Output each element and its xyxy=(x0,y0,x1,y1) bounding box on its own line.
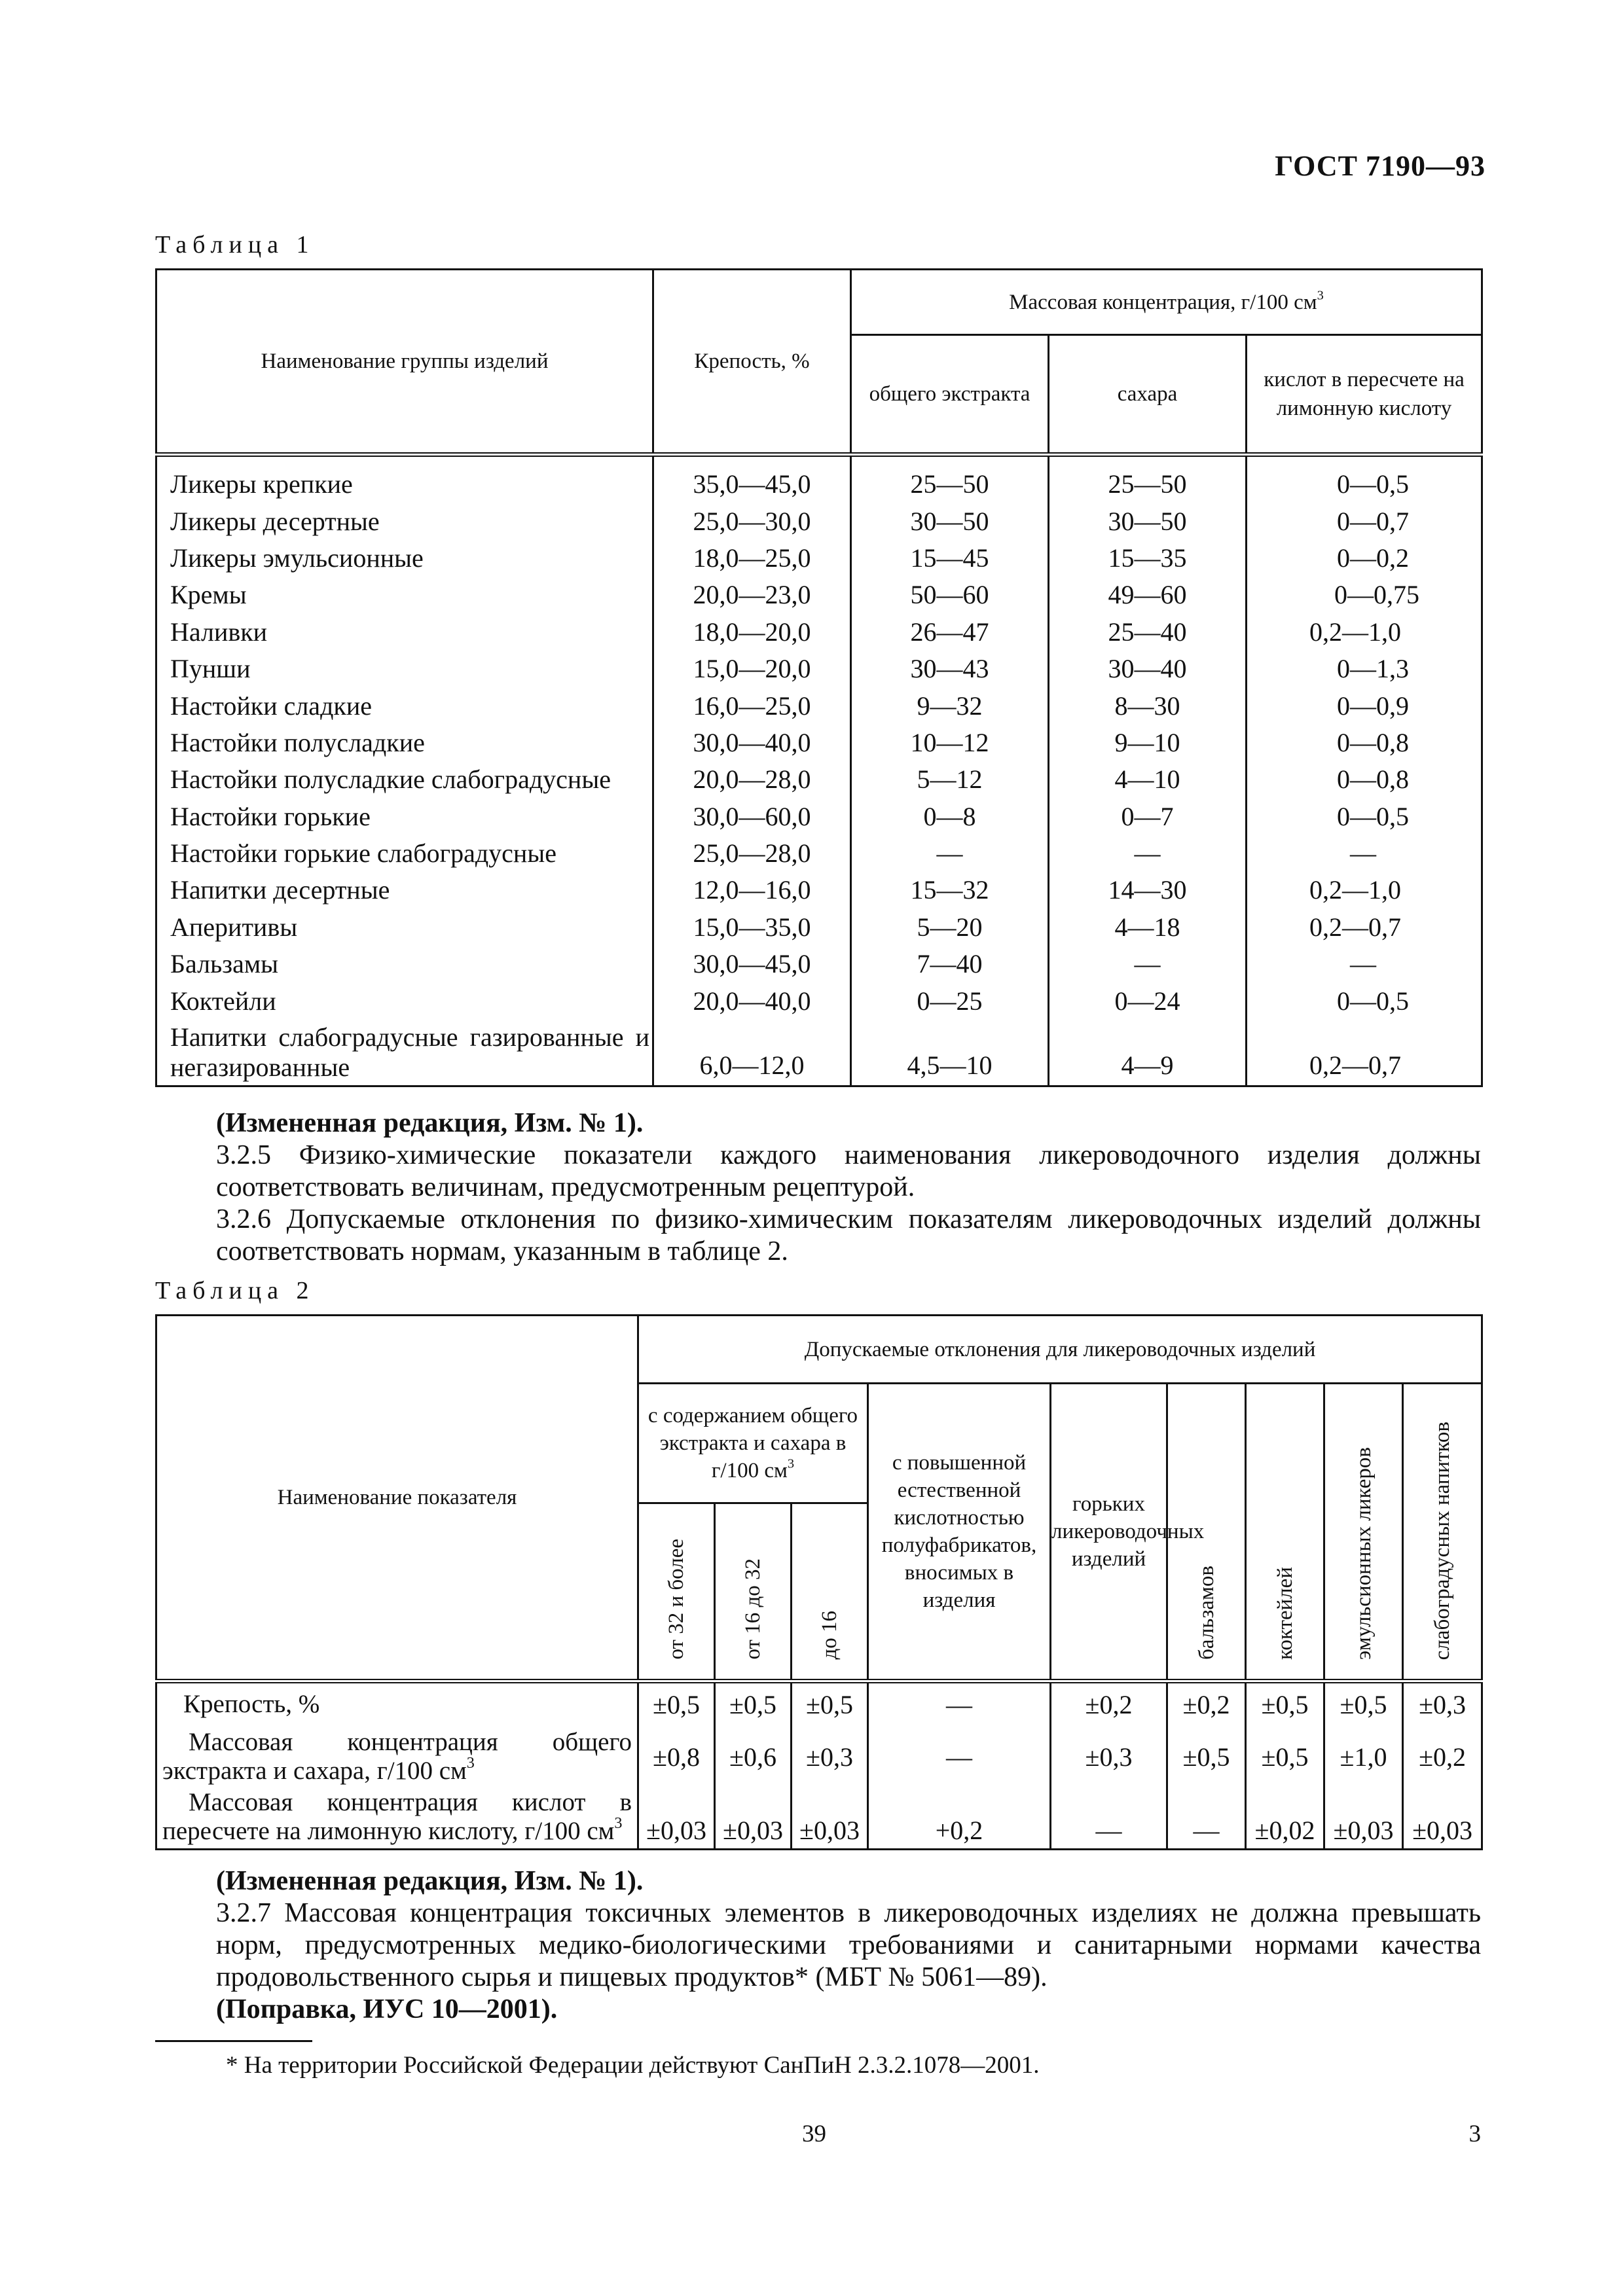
table-1 xyxy=(155,268,1483,1087)
t1-cell-strength: 30,0—45,0 xyxy=(653,946,851,982)
paragraph-3-2-7-text: 3.2.7 Массовая концентрация токсичных элементов в ликероводочных изделиях не должна превышать норм, предусмотренных медико-биологическими требованиями и санитарными нормами качества продовольственного сырья и пищевых продуктов* (МБТ № 5061—89). xyxy=(216,1898,1481,1992)
t1-cell-acids: — xyxy=(1247,835,1482,872)
table-row xyxy=(156,1020,1482,1086)
t1-cell-sugar: 14—30 xyxy=(1049,872,1247,908)
t1-cell-strength: 20,0—28,0 xyxy=(653,761,851,798)
t2-content-group-sup: 3 xyxy=(787,1456,795,1471)
t1-cell-strength: 18,0—20,0 xyxy=(653,614,851,651)
t1-cell-acids: 0,2—0,7 xyxy=(1247,1020,1482,1086)
t2-label-text: Массовая концентрация кислот в пересчете на лимонную кислоту, г/100 см xyxy=(162,1788,632,1845)
page-number-outer: 3 xyxy=(1468,2121,1481,2147)
t1-cell-extract: 5—12 xyxy=(851,761,1049,798)
page-number-inner: 39 xyxy=(802,2121,826,2147)
t1-cell-sugar: 15—35 xyxy=(1049,540,1247,577)
t1-cell-name: Настойки полусладкие xyxy=(156,725,653,761)
t1-cell-sugar: 4—18 xyxy=(1049,909,1247,946)
t1-cell-name: Аперитивы xyxy=(156,909,653,946)
table-row xyxy=(156,503,1482,539)
table-row xyxy=(156,614,1482,651)
correction-note: (Поправка, ИУС 10—2001). xyxy=(216,1994,558,2024)
t1-header-extract: общего экстракта xyxy=(851,335,1049,455)
t2-header-lowalc xyxy=(1403,1384,1482,1681)
t1-cell-extract: 0—8 xyxy=(851,798,1049,835)
table-row xyxy=(156,725,1482,761)
t1-cell-acids: 0—0,7 xyxy=(1247,503,1482,539)
t1-cell-acids: 0—0,8 xyxy=(1247,761,1482,798)
table-2-caption: Таблица 2 xyxy=(155,1277,315,1304)
t1-cell-sugar: 30—40 xyxy=(1049,651,1247,687)
t2-cell: ±0,02 xyxy=(1246,1788,1324,1850)
t1-cell-acids: 0—0,5 xyxy=(1247,982,1482,1019)
t1-cell-strength: 15,0—20,0 xyxy=(653,651,851,687)
t1-cell-strength: 6,0—12,0 xyxy=(653,1020,851,1086)
table-row xyxy=(156,457,1482,503)
t1-cell-strength: 25,0—28,0 xyxy=(653,835,851,872)
t2-cell: ±0,03 xyxy=(792,1788,868,1850)
table-row xyxy=(156,540,1482,577)
t1-cell-extract: 9—32 xyxy=(851,687,1049,724)
t2-label-sup: 3 xyxy=(614,1814,623,1833)
table-row xyxy=(156,982,1482,1019)
t2-cell: — xyxy=(1051,1788,1167,1850)
t1-cell-extract: 30—43 xyxy=(851,651,1049,687)
t1-cell-name: Ликеры крепкие xyxy=(156,457,653,503)
t1-cell-acids: 0,2—1,0 xyxy=(1247,614,1482,651)
t2-header-emulsion xyxy=(1324,1384,1403,1681)
table-row xyxy=(156,872,1482,908)
t2-header-from16to32-text: от 16 до 32 xyxy=(741,1558,765,1660)
footnote-rule xyxy=(155,2040,312,2042)
t2-cell: +0,2 xyxy=(868,1788,1051,1850)
amendment-note-1: (Измененная редакция, Изм. № 1). xyxy=(216,1108,644,1138)
t1-cell-sugar: — xyxy=(1049,946,1247,982)
t2-cell-label xyxy=(156,1725,638,1788)
table-row xyxy=(156,687,1482,724)
t2-cell: ±0,5 xyxy=(1246,1725,1324,1788)
t2-cell: ±0,03 xyxy=(715,1788,792,1850)
table-row xyxy=(156,1788,1482,1850)
t1-cell-name: Настойки сладкие xyxy=(156,687,653,724)
t1-cell-name: Настойки полусладкие слабоградусные xyxy=(156,761,653,798)
t1-cell-strength: 30,0—60,0 xyxy=(653,798,851,835)
table-row xyxy=(156,946,1482,982)
t1-mass-conc-text: Массовая концентрация, г/100 см xyxy=(1009,290,1317,314)
t2-header-allowed: Допускаемые отклонения для ликероводочных изделий xyxy=(638,1316,1482,1384)
t2-content-group-text: с содержанием общего экстракта и сахара в г/100 см xyxy=(647,1404,858,1482)
t2-cell: ±0,3 xyxy=(792,1725,868,1788)
t2-label-text: Массовая концентрация общего экстракта и сахара, г/100 см xyxy=(162,1728,632,1785)
t1-cell-sugar: 30—50 xyxy=(1049,503,1247,539)
t1-cell-acids: 0—0,75 xyxy=(1247,577,1482,613)
t2-label-sup: 3 xyxy=(466,1754,475,1772)
paragraph-3-2-7 xyxy=(155,1897,1481,1994)
t1-header-acids: кислот в пересчете на лимонную кислоту xyxy=(1247,335,1482,455)
paragraph-3-2-5 xyxy=(155,1139,1481,1204)
table-row xyxy=(156,835,1482,872)
t1-header-strength: Крепость, % xyxy=(653,270,851,455)
t2-header-cocktails xyxy=(1246,1384,1324,1681)
t2-cell-label xyxy=(156,1788,638,1850)
t1-cell-extract: 26—47 xyxy=(851,614,1049,651)
t1-cell-name: Коктейли xyxy=(156,982,653,1019)
t1-cell-sugar: 49—60 xyxy=(1049,577,1247,613)
document-code: ГОСТ 7190—93 xyxy=(1275,150,1486,182)
t2-cell: ±0,5 xyxy=(792,1683,868,1725)
t2-cell: ±0,3 xyxy=(1051,1725,1167,1788)
t2-header-cocktails-text: коктейлей xyxy=(1273,1567,1297,1660)
t2-cell: ±0,03 xyxy=(1324,1788,1403,1850)
t1-cell-sugar: 8—30 xyxy=(1049,687,1247,724)
t2-cell-label: Крепость, % xyxy=(156,1683,638,1725)
t2-cell: — xyxy=(868,1725,1051,1788)
t1-cell-sugar: 0—7 xyxy=(1049,798,1247,835)
table-1-caption: Таблица 1 xyxy=(155,231,315,259)
t2-header-bitter: горьких ликероводочных изделий xyxy=(1051,1384,1167,1681)
t2-header-from32 xyxy=(638,1503,715,1681)
table-row xyxy=(156,798,1482,835)
t2-cell: ±0,03 xyxy=(1403,1788,1482,1850)
t1-cell-acids: 0—1,3 xyxy=(1247,651,1482,687)
t1-cell-strength: 20,0—40,0 xyxy=(653,982,851,1019)
t1-cell-extract: 50—60 xyxy=(851,577,1049,613)
t1-cell-name: Напитки слабоградусные газированные и негазированные xyxy=(156,1020,653,1086)
paragraph-3-2-6 xyxy=(155,1204,1481,1268)
t1-cell-name: Настойки горькие xyxy=(156,798,653,835)
t2-header-to16-text: до 16 xyxy=(818,1611,841,1660)
t1-cell-extract: 4,5—10 xyxy=(851,1020,1049,1086)
t2-cell: — xyxy=(1167,1788,1246,1850)
t1-cell-acids: 0—0,2 xyxy=(1247,540,1482,577)
t1-cell-extract: 25—50 xyxy=(851,457,1049,503)
t1-cell-strength: 35,0—45,0 xyxy=(653,457,851,503)
t2-cell: ±0,5 xyxy=(1246,1683,1324,1725)
t1-cell-name: Настойки горькие слабоградусные xyxy=(156,835,653,872)
t2-cell: — xyxy=(868,1683,1051,1725)
t1-cell-strength: 16,0—25,0 xyxy=(653,687,851,724)
t2-cell: ±0,5 xyxy=(715,1683,792,1725)
t2-header-to16 xyxy=(792,1503,868,1681)
t2-cell: ±0,2 xyxy=(1403,1725,1482,1788)
footnote: * На территории Российской Федерации действуют СанПиН 2.3.2.1078—2001. xyxy=(226,2052,1040,2079)
t2-header-emulsion-text: эмульсионных ликеров xyxy=(1351,1447,1376,1660)
paragraph-3-2-6-text: 3.2.6 Допускаемые отклонения по физико-химическим показателям ликероводочных изделий должны соответствовать нормам, указанным в таблице 2. xyxy=(216,1204,1481,1266)
t1-cell-sugar: 4—10 xyxy=(1049,761,1247,798)
t1-cell-acids: 0—0,5 xyxy=(1247,457,1482,503)
t1-cell-acids: 0—0,9 xyxy=(1247,687,1482,724)
t2-cell: ±0,6 xyxy=(715,1725,792,1788)
t1-cell-sugar: 9—10 xyxy=(1049,725,1247,761)
t1-cell-name: Наливки xyxy=(156,614,653,651)
t1-cell-sugar: 4—9 xyxy=(1049,1020,1247,1086)
t1-header-name: Наименование группы изделий xyxy=(156,270,653,455)
t1-cell-strength: 30,0—40,0 xyxy=(653,725,851,761)
t1-cell-extract: 30—50 xyxy=(851,503,1049,539)
t1-mass-conc-sup: 3 xyxy=(1317,288,1324,303)
t2-header-content-group xyxy=(638,1384,868,1503)
table-row xyxy=(156,1683,1482,1725)
t1-cell-strength: 20,0—23,0 xyxy=(653,577,851,613)
t2-cell: ±0,5 xyxy=(1167,1725,1246,1788)
t2-header-high-acid: с повышенной естественной кислотностью полуфабрикатов, вносимых в изделия xyxy=(868,1384,1051,1681)
t1-cell-extract: 0—25 xyxy=(851,982,1049,1019)
t2-cell: ±0,3 xyxy=(1403,1683,1482,1725)
t1-cell-acids: 0,2—1,0 xyxy=(1247,872,1482,908)
t1-cell-acids: 0—0,8 xyxy=(1247,725,1482,761)
table-row xyxy=(156,761,1482,798)
t1-cell-extract: — xyxy=(851,835,1049,872)
t2-header-from16to32 xyxy=(715,1503,792,1681)
t2-cell: ±0,5 xyxy=(1324,1683,1403,1725)
t1-cell-sugar: — xyxy=(1049,835,1247,872)
t1-cell-extract: 5—20 xyxy=(851,909,1049,946)
t1-header-sugar: сахара xyxy=(1049,335,1247,455)
t1-cell-sugar: 25—40 xyxy=(1049,614,1247,651)
t1-cell-strength: 18,0—25,0 xyxy=(653,540,851,577)
t2-cell: ±0,2 xyxy=(1051,1683,1167,1725)
table-row xyxy=(156,651,1482,687)
t1-cell-name: Напитки десертные xyxy=(156,872,653,908)
amendment-note-2: (Измененная редакция, Изм. № 1). xyxy=(216,1866,644,1896)
t2-header-indicator: Наименование показателя xyxy=(156,1316,638,1681)
t2-cell: ±0,03 xyxy=(638,1788,715,1850)
t1-cell-name: Пунши xyxy=(156,651,653,687)
table-row xyxy=(156,1725,1482,1788)
t2-cell: ±0,8 xyxy=(638,1725,715,1788)
t1-header-mass-conc xyxy=(851,270,1482,335)
paragraph-3-2-5-text: 3.2.5 Физико-химические показатели каждого наименования ликероводочного изделия должны соответствовать величинам, предусмотренным рецептурой. xyxy=(216,1140,1481,1202)
body-text-2 xyxy=(155,1865,1481,2026)
body-text-1 xyxy=(155,1107,1481,1268)
t2-header-from32-text: от 32 и более xyxy=(665,1539,688,1660)
t1-cell-extract: 10—12 xyxy=(851,725,1049,761)
t1-cell-acids: 0,2—0,7 xyxy=(1247,909,1482,946)
t1-cell-strength: 25,0—30,0 xyxy=(653,503,851,539)
t1-cell-sugar: 25—50 xyxy=(1049,457,1247,503)
table-2 xyxy=(155,1314,1483,1850)
t2-cell: ±0,5 xyxy=(638,1683,715,1725)
t2-header-lowalc-text: слабоградусных напитков xyxy=(1431,1421,1455,1660)
t1-cell-extract: 15—45 xyxy=(851,540,1049,577)
t1-cell-extract: 7—40 xyxy=(851,946,1049,982)
t2-header-balms-text: бальзамов xyxy=(1194,1566,1218,1660)
t1-cell-extract: 15—32 xyxy=(851,872,1049,908)
t2-cell: ±1,0 xyxy=(1324,1725,1403,1788)
table-row xyxy=(156,577,1482,613)
t1-cell-strength: 15,0—35,0 xyxy=(653,909,851,946)
t1-cell-acids: 0—0,5 xyxy=(1247,798,1482,835)
t1-cell-name: Бальзамы xyxy=(156,946,653,982)
table-row xyxy=(156,909,1482,946)
t1-cell-name: Кремы xyxy=(156,577,653,613)
t1-cell-name: Ликеры эмульсионные xyxy=(156,540,653,577)
t1-cell-acids: — xyxy=(1247,946,1482,982)
t2-cell: ±0,2 xyxy=(1167,1683,1246,1725)
t1-cell-sugar: 0—24 xyxy=(1049,982,1247,1019)
t1-cell-name: Ликеры десертные xyxy=(156,503,653,539)
t1-cell-strength: 12,0—16,0 xyxy=(653,872,851,908)
